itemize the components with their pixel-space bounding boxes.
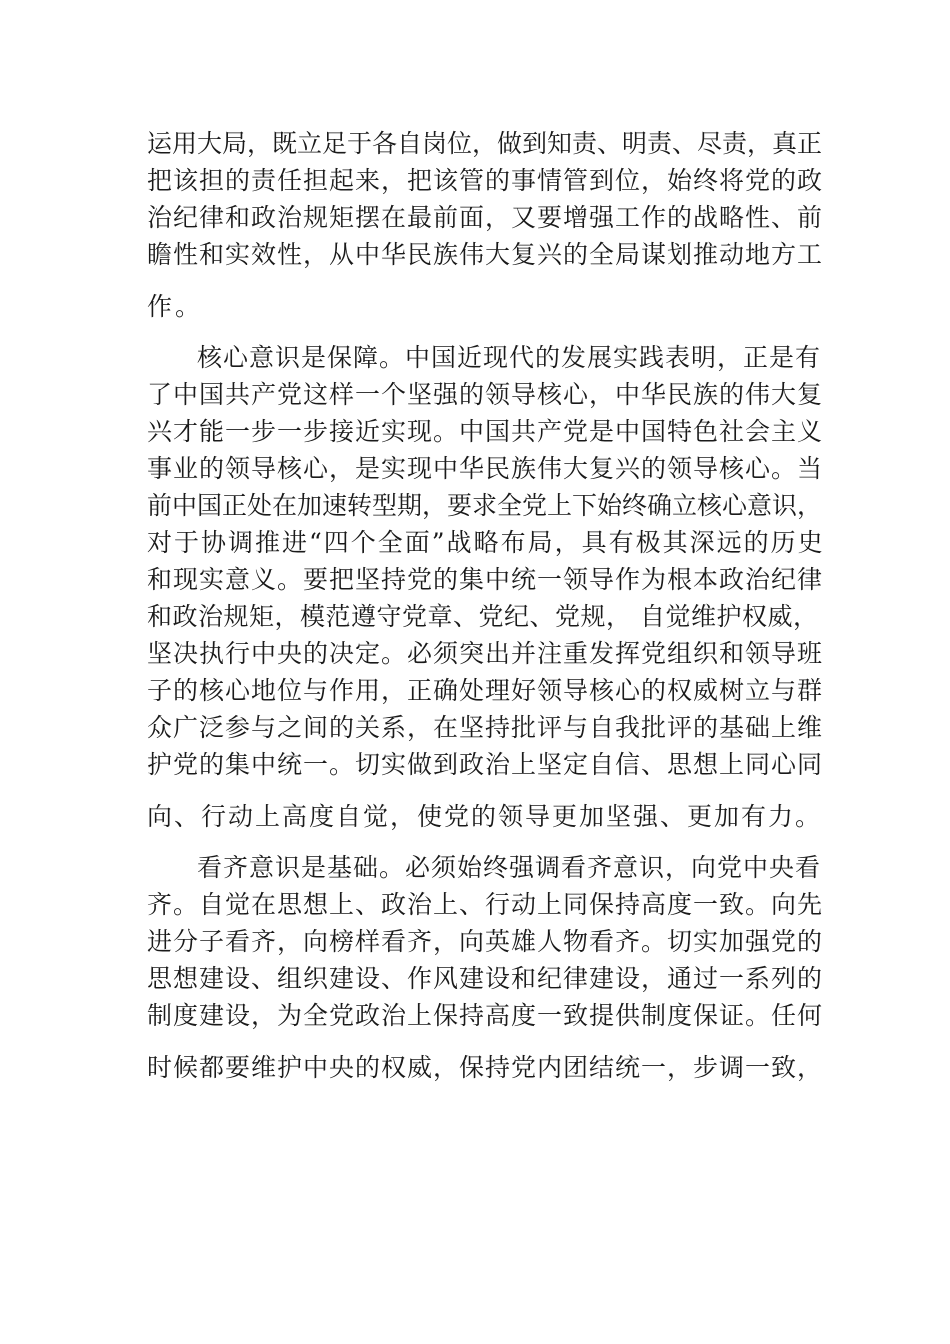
text-line: 核心意识是保障。中国近现代的发展实践表明，正是有: [197, 343, 822, 372]
text-line: 进分子看齐，向榜样看齐，向英雄人物看齐。切实加强党的: [147, 927, 824, 956]
text-line: 运用大局，既立足于各自岗位，做到知责、明责、尽责，真正: [147, 129, 823, 158]
text-line: 齐。自觉在思想上、政治上、行动上同保持高度一致。向先: [147, 890, 824, 919]
text-line: 作。: [147, 292, 204, 321]
text-line: 把该担的责任担起来，把该管的事情管到位，始终将党的政: [147, 166, 824, 195]
text-line: 前中国正处在加速转型期，要求全党上下始终确立核心意识，: [147, 491, 823, 520]
text-line: 制度建设，为全党政治上保持高度一致提供制度保证。任何: [147, 1001, 824, 1030]
text-line: 瞻性和实效性，从中华民族伟大复兴的全局谋划推动地方工: [147, 240, 824, 269]
text-line: 治纪律和政治规矩摆在最前面，又要增强工作的战略性、前: [147, 203, 824, 232]
text-line: 了中国共产党这样一个坚强的领导核心，中华民族的伟大复: [147, 380, 824, 409]
text-line: 子的核心地位与作用，正确处理好领导核心的权威树立与群: [147, 676, 824, 705]
text-line: 护党的集中统一。切实做到政治上坚定自信、思想上同心同: [147, 750, 824, 779]
text-line: 和政治规矩，模范遵守党章、党纪、党规， 自觉维护权威，: [147, 602, 819, 631]
text-line: 看齐意识是基础。必须始终强调看齐意识，向党中央看: [197, 853, 822, 882]
text-line: 兴才能一步一步接近实现。中国共产党是中国特色社会主义: [147, 417, 824, 446]
text-line: 众广泛参与之间的关系，在坚持批评与自我批评的基础上维: [147, 713, 824, 742]
text-line: 时候都要维护中央的权威，保持党内团结统一，步调一致，: [147, 1053, 824, 1082]
text-line: 对于协调推进“四个全面”战略布局，具有极其深远的历史: [147, 528, 825, 557]
text-line: 思想建设、组织建设、作风建设和纪律建设，通过一系列的: [147, 964, 824, 993]
text-line: 和现实意义。要把坚持党的集中统一领导作为根本政治纪律: [147, 565, 824, 594]
text-line: 向、行动上高度自觉，使党的领导更加坚强、更加有力。: [147, 802, 823, 831]
text-line: 坚决执行中央的决定。必须突出并注重发挥党组织和领导班: [147, 639, 824, 668]
text-line: 事业的领导核心，是实现中华民族伟大复兴的领导核心。当: [147, 454, 824, 483]
